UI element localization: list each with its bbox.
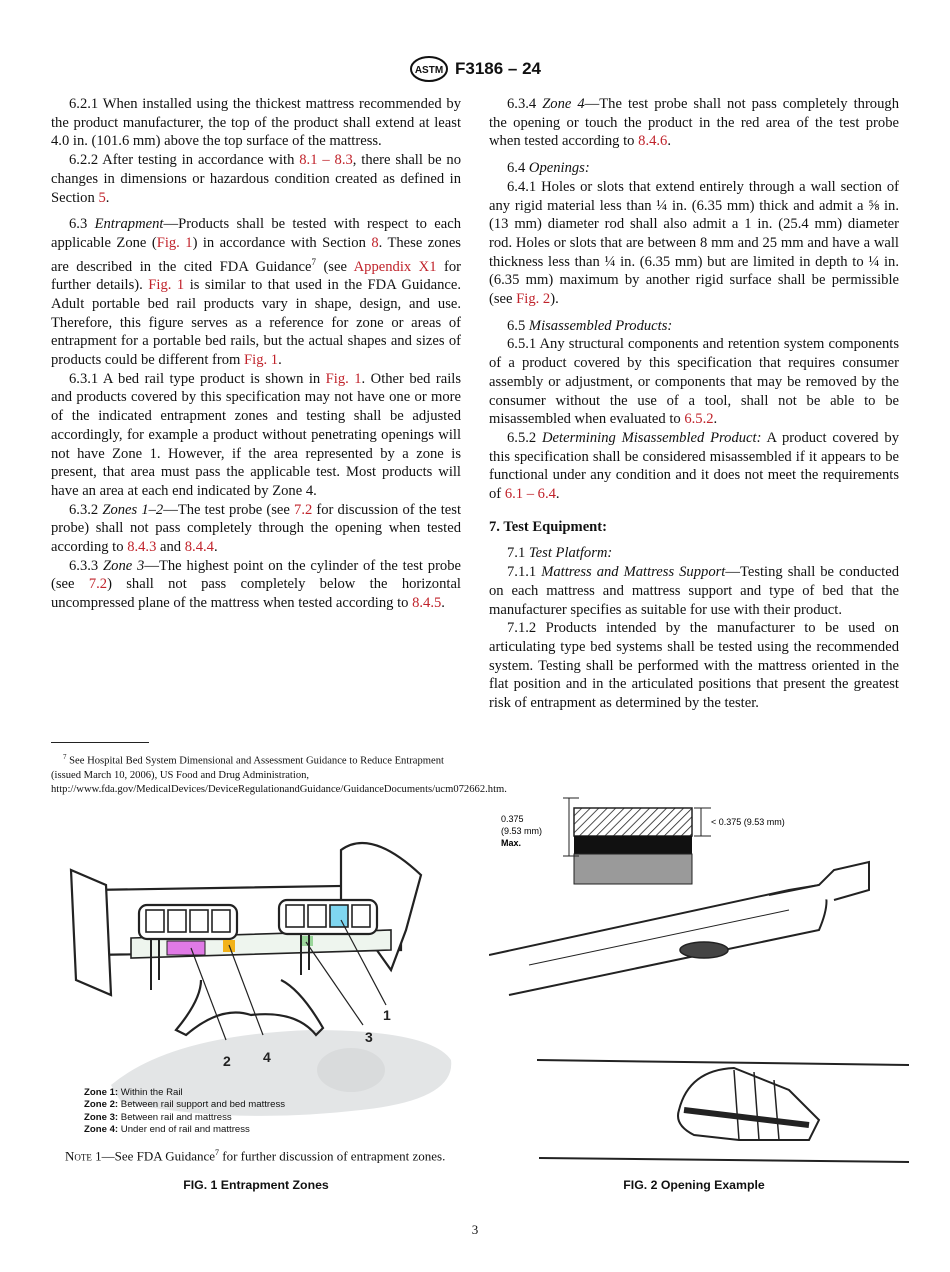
wall-gray [574,854,692,884]
link-section-5[interactable]: 5 [98,189,106,206]
footnote-7: $^7$ See Hospital Bed System Dimensional and Assessment Guidance to Reduce Entrapment (issued March 10, 2006), US Food and Drug Administration, http://www.fda.gov/MedicalDevices/DeviceRegulationandGuidance/GuidanceDocuments/ucm072662.htm. [51,753,507,795]
page-number: 3 [471,1222,479,1237]
link-6-1-6-4[interactable]: 6.1 – 6.4 [504,486,556,503]
right-dim-label: < 0.375 (9.53 mm) [711,817,785,827]
para-6-2-1: 6.2.1 When installed using the thickest mattress recommended by the product manufacturer, the top of the product shall extend at least 4.0 in. (101.6 mm) above the top surface of the mattress. [51,96,461,150]
figure-2-caption: FIG. 2 Opening Example [623,1178,765,1192]
logo-lettering: ASTM [414,65,444,76]
link-8-4-5[interactable]: 8.4.5 [412,595,442,612]
link-fig-2[interactable]: Fig. 2 [516,291,551,308]
link-8-4-3[interactable]: 8.4.3 [127,539,157,556]
page-header [0,56,950,84]
legend-zone-1: Zone 1: Within the Rail [84,1087,183,1098]
section-7-heading: 7. Test Equipment: [489,518,608,535]
link-appendix-x1[interactable]: Appendix X1 [353,258,437,275]
figure-1-caption: FIG. 1 Entrapment Zones [183,1178,329,1192]
left-dim-max: Max. [501,838,522,848]
figure-1-note: Note 1—See FDA Guidance$^7$ for further discussion of entrapment zones. [65,1148,446,1164]
tube [489,885,827,995]
link-6-5-2[interactable]: 6.5.2 [684,411,714,428]
callout-2: 2 [223,1053,231,1069]
legend-zone-2: Zone 2: Between rail support and bed mattress [84,1099,286,1111]
base-frame [176,980,323,1035]
left-dim-mm: (9.53 mm) [501,826,543,836]
document-id: F3186 – 24 [455,59,542,78]
para-6-5-2: 6.5.2 Determining Misassembled Product: A product covered by this specification shall be considered misassembled if it appears to be functional under any condition and it does not meet the requirements of 6.1 – 6.4. [489,429,899,503]
link-8-4-6[interactable]: 8.4.6 [638,133,668,150]
link-8-1-8-3[interactable]: 8.1 – 8.3 [299,152,353,169]
wall-black [574,836,692,854]
link-7-2[interactable]: 7.2 [294,501,313,518]
legend-zone-3: Zone 3: Between rail and mattress [84,1111,232,1123]
para-6-4: 6.4 Openings: [507,160,590,177]
wall-hatched [574,808,692,836]
para-6-3-2: 6.3.2 Zones 1–2—The test probe (see 7.2 for discussion of the test probe) shall not pass completely through the opening when tested according to 8.4.3 and 8.4.4. [51,501,461,556]
para-6-4-1: 6.4.1 Holes or slots that extend entirely through a wall section of any rigid material less than ¼ in. (6.35 mm) thick and admit a ⅝ in. (13 mm) diameter rod shall also admit a 1 in. (25.4 mm) diameter rod. Holes or slots that are between 8 mm and 25 mm and have a wall thickness less than ¼ in. (6.35 mm) but are limited in depth to ¼ in. (6.35 mm) maximum by another rigid surface shall be permissible (see Fig. 2). [489,178,899,308]
tube-end [769,862,869,900]
link-section-8[interactable]: 8 [371,234,379,251]
link-fig-1[interactable]: Fig. 1 [244,352,279,368]
footnote-rule [51,742,149,743]
astm-logo [409,56,449,82]
link-8-4-4[interactable]: 8.4.4 [184,539,214,556]
zone-1-highlight [330,905,348,927]
link-fig-1[interactable]: Fig. 1 [148,277,185,294]
figure-1-legend [84,1087,285,1137]
para-6-3: 6.3 Entrapment—Products shall be tested with respect to each applicable Zone (Fig. 1) in accordance with Section 8. These zones are described in the cited FDA Guidance$^7$ (see Appendix X1 for further details). Fig. 1 is similar to that used in the FDA Guidance. Adult portable bed rail products vary in shape, design, and use. Therefore, this figure serves as a reference for zone or areas of entrapment for a portable bed rails, but the actual shapes and sizes of products could be different from Fig. 1. [51,216,462,368]
right-column [489,95,899,713]
left-column [51,95,461,613]
link-fig-1[interactable]: Fig. 1 [156,234,193,251]
para-6-3-4: 6.3.4 Zone 4—The test probe shall not pass completely through the opening or touch the product in the red area of the test probe when tested according to 8.4.6. [489,96,899,150]
headboard-left [71,870,111,995]
link-7-2[interactable]: 7.2 [88,576,108,593]
callout-1: 1 [383,1007,391,1023]
zone-2-highlight [167,941,205,955]
para-7-1: 7.1 Test Platform: [507,545,613,562]
figure-2-opening-illustration [489,790,909,1175]
para-7-1-2: 7.1.2 Products intended by the manufacturer to be used on articulating type bed systems shall be tested using the recommended system. Testing shall be performed with the mattress oriented in the flat position and in the articulated positions that present the greatest risk of entrapment as determined by the tester. [489,620,899,712]
para-6-2-2: 6.2.2 After testing in accordance with 8.1 – 8.3, there shall be no changes in dimensions or hazardous condition created as defined in Section 5. [51,152,462,206]
para-6-3-1: 6.3.1 A bed rail type product is shown in Fig. 1. Other bed rails and products covered by this specification may not have one or more of the indicated entrapment zones and testing shall be adjusted accordingly, for example a product without penetrating openings will not have Zone 1. However, if the area represented by a zone is present, that area must pass the applicable test. Most products will have an area at each end indicated by Zone 4. [51,370,461,499]
callout-4: 4 [263,1049,271,1065]
para-7-1-1: 7.1.1 Mattress and Mattress Support—Testing shall be conducted on each mattress and mattress support and type of bed that the manufacturer specifies as suitable for use with their product. [489,564,899,618]
para-6-3-3: 6.3.3 Zone 3—The highest point on the cylinder of the test probe (see 7.2) shall not pass completely below the horizontal uncompressed plane of the mattress when tested according to 8.4.5. [51,557,461,612]
link-fig-1[interactable]: Fig. 1 [325,370,362,387]
left-dim-value: 0.375 [501,814,524,824]
tube-hole [680,942,728,958]
clip-profile [678,1068,819,1140]
legend-zone-4: Zone 4: Under end of rail and mattress [84,1124,250,1136]
para-6-5-1: 6.5.1 Any structural components and retention system components of a product covered by this specification that requires consumer assembly or adjustment, or components that may be removed by the consumer without the use of a tool, shall not be able to be misassembled when evaluated to 6.5.2. [489,336,900,428]
para-6-5: 6.5 Misassembled Products: [507,317,673,334]
callout-3: 3 [365,1029,373,1045]
